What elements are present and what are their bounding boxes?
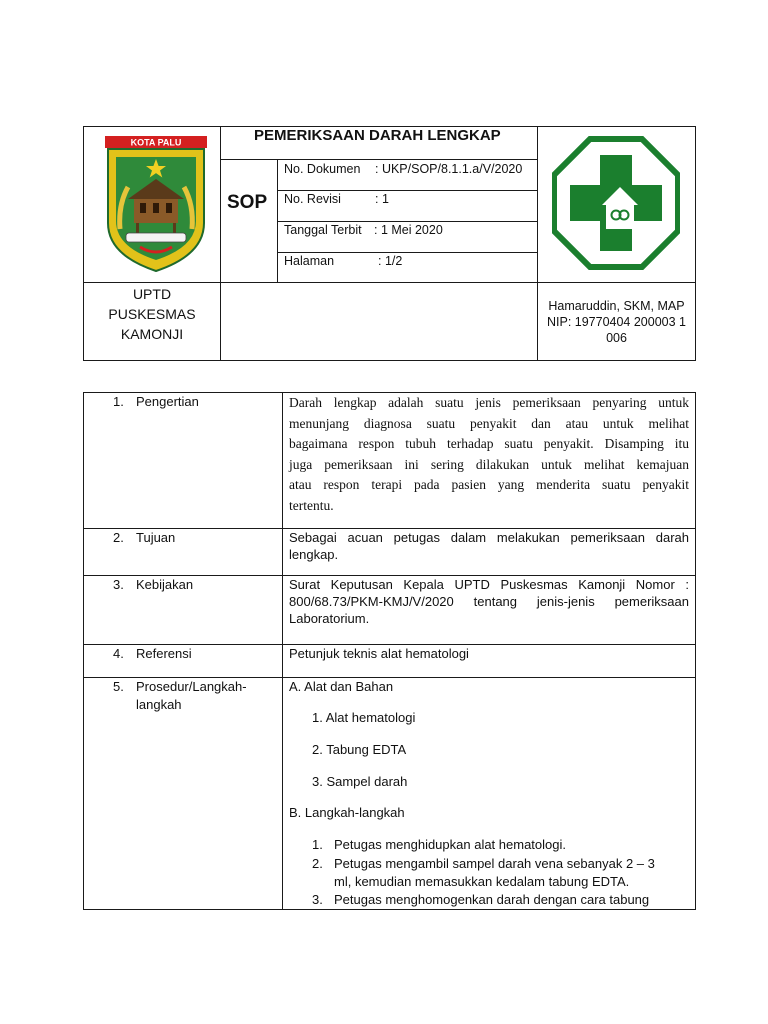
policy-text (289, 576, 689, 627)
row-number: 5. (113, 679, 124, 694)
meta-revision-value: : 1 (375, 192, 389, 206)
definition-line: Darah lengkap adalah suatu jenis pemeriksaan penyaring untuk (289, 395, 689, 410)
definition-line: tertentu. (289, 497, 334, 513)
tool-item: 1. Alat hematologi (312, 710, 416, 725)
policy-line: Laboratorium. (289, 611, 370, 626)
logo-banner-text: KOTA PALU (130, 137, 182, 148)
row-label-tujuan: Tujuan (136, 530, 176, 545)
unit-name (84, 284, 220, 344)
document-title: PEMERIKSAAN DARAH LENGKAP (254, 127, 501, 144)
row-number: 3. (113, 577, 124, 592)
tool-item: 2. Tabung EDTA (312, 742, 407, 757)
unit-name-line: PUSKESMAS (108, 306, 196, 322)
step-number: 3. (312, 892, 323, 907)
objective-line: Sebagai acuan petugas dalam melakukan pemeriksaan darah (289, 530, 689, 545)
row-label-kebijakan: Kebijakan (136, 577, 194, 592)
policy-line: 800/68.73/PKM-KMJ/V/2020 tentang jenis-jenis pemeriksaan (289, 594, 689, 609)
definition-line: juga pemeriksaan ini sering dilakukan untuk melihat kemajuan (289, 456, 689, 472)
sop-label: SOP (227, 192, 268, 213)
meta-page-label: Halaman (284, 254, 335, 268)
definition-line: atau respon terapi pada pasien yang menderita suatu penyakit (289, 477, 689, 493)
puskesmas-logo (552, 133, 680, 273)
signer-nip: 006 (606, 331, 627, 345)
row-number: 1. (113, 394, 124, 409)
definition-line: bagaimana respon tubuh terhadap suatu penyakit. Disamping itu (289, 436, 689, 452)
row-label-line: langkah (136, 697, 182, 712)
step-text: Petugas menghidupkan alat hematologi. (334, 837, 566, 852)
meta-page-value: : 1/2 (378, 254, 403, 268)
section-a-heading: A. Alat dan Bahan (289, 679, 394, 694)
objective-text (289, 529, 689, 563)
step-text: Petugas menghomogenkan darah dengan cara tabung (334, 892, 650, 907)
meta-issue-date-value: : 1 Mei 2020 (374, 223, 443, 237)
unit-name-line: KAMONJI (120, 326, 184, 342)
meta-document-number-label: No. Dokumen (284, 162, 361, 176)
row-label-prosedur (136, 678, 276, 714)
step-number: 2. (312, 856, 323, 871)
kota-palu-logo (100, 133, 212, 273)
signer-nip: NIP: 19770404 200003 1 (546, 315, 686, 329)
meta-document-number-value: : UKP/SOP/8.1.1.a/V/2020 (375, 162, 523, 176)
signatory (538, 298, 695, 346)
row-label-line: Prosedur/Langkah- (136, 679, 247, 694)
signer-name: Hamaruddin, SKM, MAP (548, 299, 685, 313)
reference-text: Petunjuk teknis alat hematologi (289, 646, 469, 661)
unit-name-line: UPTD (132, 286, 172, 302)
step-number: 1. (312, 837, 323, 852)
objective-line: lengkap. (289, 547, 339, 562)
row-number: 2. (113, 530, 124, 545)
row-label-pengertian: Pengertian (136, 394, 199, 409)
step-text: Petugas mengambil sampel darah vena sebanyak 2 – 3 (334, 856, 655, 871)
meta-revision-label: No. Revisi (284, 192, 341, 206)
definition-line: menunjang diagnosa suatu penyakit dan atau untuk melihat (289, 415, 689, 431)
meta-issue-date-label: Tanggal Terbit (284, 223, 362, 237)
row-number: 4. (113, 646, 124, 661)
step-text: ml, kemudian memasukkan kedalam tabung EDTA. (334, 874, 630, 889)
tool-item: 3. Sampel darah (312, 774, 408, 789)
policy-line: Surat Keputusan Kepala UPTD Puskesmas Kamonji Nomor : (289, 577, 689, 592)
definition-text (289, 393, 689, 517)
row-label-referensi: Referensi (136, 646, 192, 661)
section-b-heading: B. Langkah-langkah (289, 805, 405, 820)
